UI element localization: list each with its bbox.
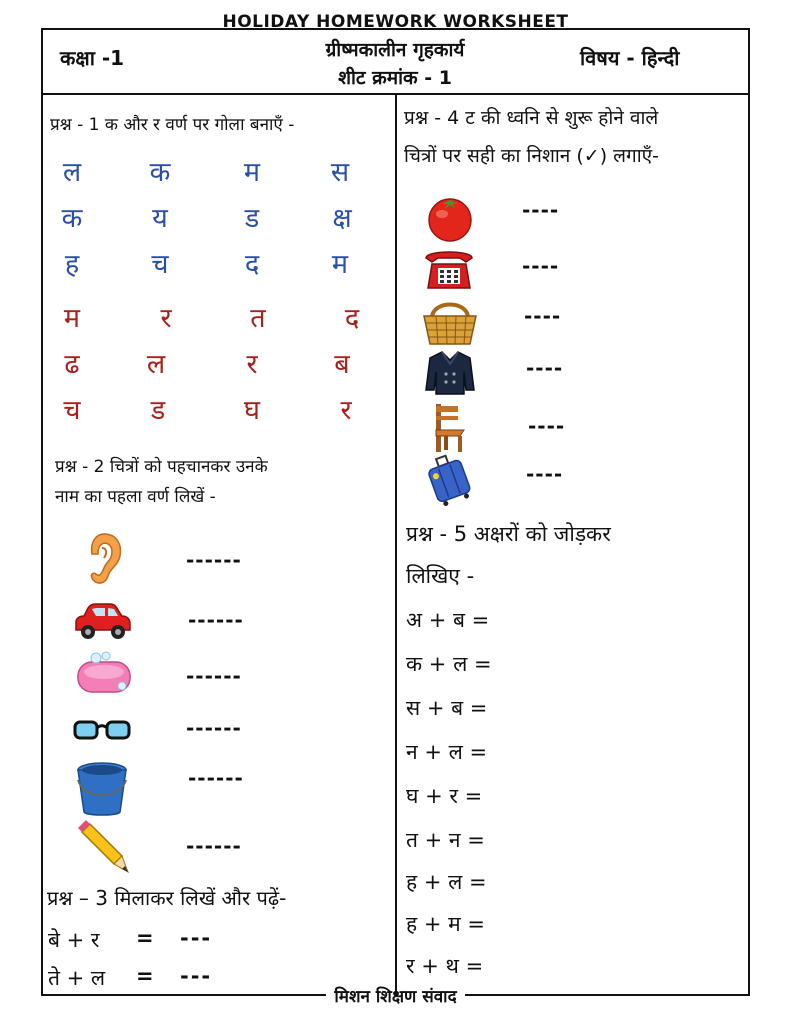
- q5-expression[interactable]: र + थ =: [406, 954, 484, 978]
- subject-label: विषय - हिन्दी: [580, 46, 680, 70]
- q5-line1: प्रश्न - 5 अक्षरों को जोड़कर: [406, 522, 611, 546]
- grid-letter: ड: [244, 203, 260, 234]
- q3-blank[interactable]: ---: [180, 964, 213, 988]
- q3-expr: बे + र: [48, 928, 100, 952]
- coat-icon: [424, 350, 476, 396]
- grid-letter: र: [246, 349, 258, 380]
- grid-letter: क: [61, 203, 83, 234]
- q2-blank[interactable]: ------: [186, 834, 242, 858]
- q5-expression[interactable]: घ + र =: [406, 784, 483, 808]
- grid-letter: स: [330, 157, 350, 188]
- grid-letter: द: [344, 303, 360, 334]
- grid-letter: घ: [244, 395, 260, 426]
- grid-letter: द: [244, 249, 260, 280]
- grid-letter: त: [250, 303, 266, 334]
- q3-equals: =: [136, 964, 154, 988]
- q5-expression[interactable]: त + न =: [406, 828, 485, 852]
- q5-expression[interactable]: अ + ब =: [406, 608, 490, 632]
- class-label: कक्षा -1: [60, 46, 125, 70]
- grid-letter: ड: [150, 395, 166, 426]
- grid-letter: य: [152, 203, 168, 234]
- q2-line2: नाम का पहला वर्ण लिखें -: [55, 487, 216, 507]
- q2-line1: प्रश्न - 2 चित्रों को पहचानकर उनके: [55, 457, 268, 477]
- title-line1: ग्रीष्मकालीन गृहकार्य: [325, 39, 465, 61]
- soap-icon: [74, 650, 134, 696]
- telephone-icon: [422, 246, 476, 292]
- bucket-icon: [74, 760, 130, 818]
- q3-equals: =: [136, 926, 154, 950]
- grid-letter: च: [63, 395, 81, 426]
- grid-letter: ह: [64, 249, 80, 280]
- q4-line1: प्रश्न - 4 ट की ध्वनि से शुरू होने वाले: [404, 107, 659, 129]
- q4-blank[interactable]: ----: [526, 356, 564, 380]
- column-divider: [395, 93, 397, 996]
- chair-icon: [430, 402, 470, 454]
- ear-icon: [84, 532, 124, 586]
- q4-blank[interactable]: ----: [522, 198, 560, 222]
- grid-letter: म: [63, 303, 81, 334]
- grid-letter: म: [331, 249, 349, 280]
- bottom-banner-text: मिशन शिक्षण संवाद: [326, 987, 464, 1007]
- q5-line2: लिखिए -: [406, 564, 475, 588]
- q2-blank[interactable]: ------: [186, 548, 242, 572]
- q5-expression[interactable]: स + ब =: [406, 696, 488, 720]
- grid-letter: क्ष: [332, 203, 352, 234]
- glasses-icon: [72, 718, 132, 744]
- title-line2: शीट क्रमांक - 1: [338, 67, 452, 89]
- grid-letter: ल: [62, 157, 82, 188]
- top-banner-text: HOLIDAY HOMEWORK WORKSHEET: [214, 12, 576, 32]
- car-icon: [72, 602, 132, 642]
- q4-blank[interactable]: ----: [522, 254, 560, 278]
- q2-blank[interactable]: ------: [186, 716, 242, 740]
- q4-blank[interactable]: ----: [524, 304, 562, 328]
- q2-blank[interactable]: ------: [188, 608, 244, 632]
- grid-letter: र: [340, 395, 352, 426]
- q5-expression[interactable]: क + ल =: [406, 652, 492, 676]
- q4-blank[interactable]: ----: [528, 414, 566, 438]
- grid-letter: र: [160, 303, 172, 334]
- grid-letter: च: [151, 249, 169, 280]
- q5-expression[interactable]: ह + ल =: [406, 870, 487, 894]
- suitcase-icon: [424, 454, 474, 506]
- q2-blank[interactable]: ------: [188, 766, 244, 790]
- pencil-icon: [76, 820, 132, 876]
- q3-blank[interactable]: ---: [180, 926, 213, 950]
- q3-text: प्रश्न – 3 मिलाकर लिखें और पढ़ें-: [47, 886, 287, 910]
- q2-blank[interactable]: ------: [186, 664, 242, 688]
- q4-blank[interactable]: ----: [526, 462, 564, 486]
- tomato-icon: [424, 192, 476, 242]
- basket-icon: [422, 298, 478, 348]
- grid-letter: क: [149, 157, 171, 188]
- q5-expression[interactable]: न + ल =: [406, 740, 488, 764]
- grid-letter: ल: [146, 349, 166, 380]
- q4-line2: चित्रों पर सही का निशान (✓) लगाएँ-: [404, 145, 660, 167]
- grid-letter: ब: [334, 349, 350, 380]
- grid-letter: ढ: [64, 349, 80, 380]
- q3-expr: ते + ल: [48, 966, 106, 990]
- q5-expression[interactable]: ह + म =: [406, 912, 485, 936]
- q1-text: प्रश्न - 1 क और र वर्ण पर गोला बनाएँ -: [50, 115, 295, 135]
- grid-letter: म: [243, 157, 261, 188]
